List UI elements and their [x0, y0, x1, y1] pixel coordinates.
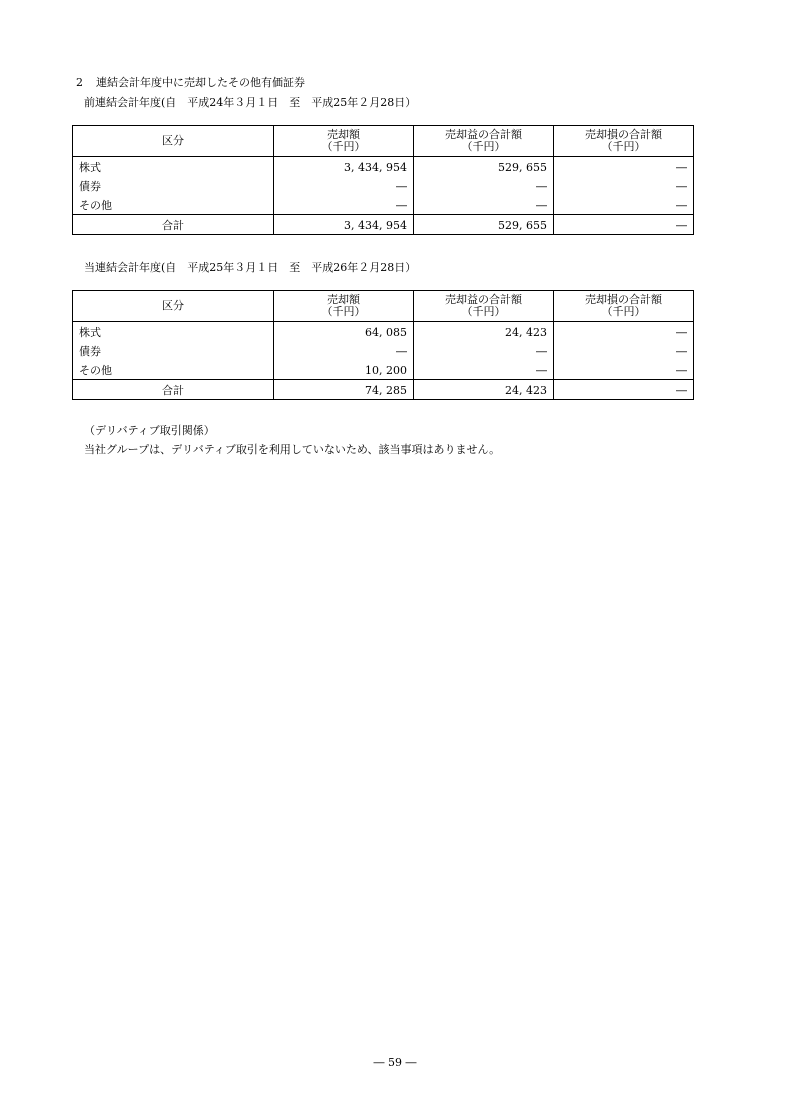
derivatives-note-title: （デリバティブ取引関係）: [84, 424, 215, 437]
total-row: [73, 215, 694, 235]
derivatives-note-body: 当社グループは、デリバティブ取引を利用していないため、該当事項はありません。: [84, 443, 501, 456]
section-title: 連結会計年度中に売却したその他有価証券: [96, 76, 305, 89]
row-gain: 529, 655: [414, 157, 554, 177]
row-label: 株式: [73, 322, 274, 342]
section-heading: [76, 76, 305, 90]
row-gain: ―: [414, 176, 554, 195]
total-row: [73, 380, 694, 400]
header-sales: 売却額 （千円）: [274, 291, 414, 322]
row-loss: ―: [554, 176, 694, 195]
row-gain: ―: [414, 341, 554, 360]
row-label: その他: [73, 195, 274, 215]
table-row: [73, 341, 694, 360]
total-sales: 3, 434, 954: [274, 215, 414, 235]
header-sales: 売却額 （千円）: [274, 126, 414, 157]
header-loss: 売却損の合計額 （千円）: [554, 126, 694, 157]
header-category: 区分: [73, 126, 274, 157]
row-label: 株式: [73, 157, 274, 177]
row-sales: ―: [274, 176, 414, 195]
table-row: [73, 195, 694, 215]
table-header-row: [73, 291, 694, 322]
current-year-table: [72, 290, 694, 400]
header-gain: 売却益の合計額 （千円）: [414, 126, 554, 157]
header-category: 区分: [73, 291, 274, 322]
row-gain: ―: [414, 195, 554, 215]
table-row: [73, 157, 694, 177]
header-gain: 売却益の合計額 （千円）: [414, 291, 554, 322]
total-loss: ―: [554, 215, 694, 235]
row-gain: 24, 423: [414, 322, 554, 342]
total-label: 合計: [73, 215, 274, 235]
total-sales: 74, 285: [274, 380, 414, 400]
row-loss: ―: [554, 341, 694, 360]
total-gain: 529, 655: [414, 215, 554, 235]
row-label: 債券: [73, 176, 274, 195]
total-label: 合計: [73, 380, 274, 400]
table-row: [73, 360, 694, 380]
row-gain: ―: [414, 360, 554, 380]
total-gain: 24, 423: [414, 380, 554, 400]
table-header-row: [73, 126, 694, 157]
page-number: ― 59 ―: [373, 1056, 417, 1069]
table-row: [73, 176, 694, 195]
prior-period-label: 前連結会計年度(自 平成24年３月１日 至 平成25年２月28日）: [84, 96, 417, 109]
row-sales: 64, 085: [274, 322, 414, 342]
prior-year-table: [72, 125, 694, 235]
table-row: [73, 322, 694, 342]
row-label: その他: [73, 360, 274, 380]
row-sales: ―: [274, 341, 414, 360]
section-number: 2: [76, 76, 83, 89]
row-loss: ―: [554, 157, 694, 177]
row-sales: ―: [274, 195, 414, 215]
current-period-label: 当連結会計年度(自 平成25年３月１日 至 平成26年２月28日）: [84, 261, 417, 274]
row-loss: ―: [554, 360, 694, 380]
row-label: 債券: [73, 341, 274, 360]
row-sales: 3, 434, 954: [274, 157, 414, 177]
header-loss: 売却損の合計額 （千円）: [554, 291, 694, 322]
total-loss: ―: [554, 380, 694, 400]
row-sales: 10, 200: [274, 360, 414, 380]
row-loss: ―: [554, 195, 694, 215]
row-loss: ―: [554, 322, 694, 342]
